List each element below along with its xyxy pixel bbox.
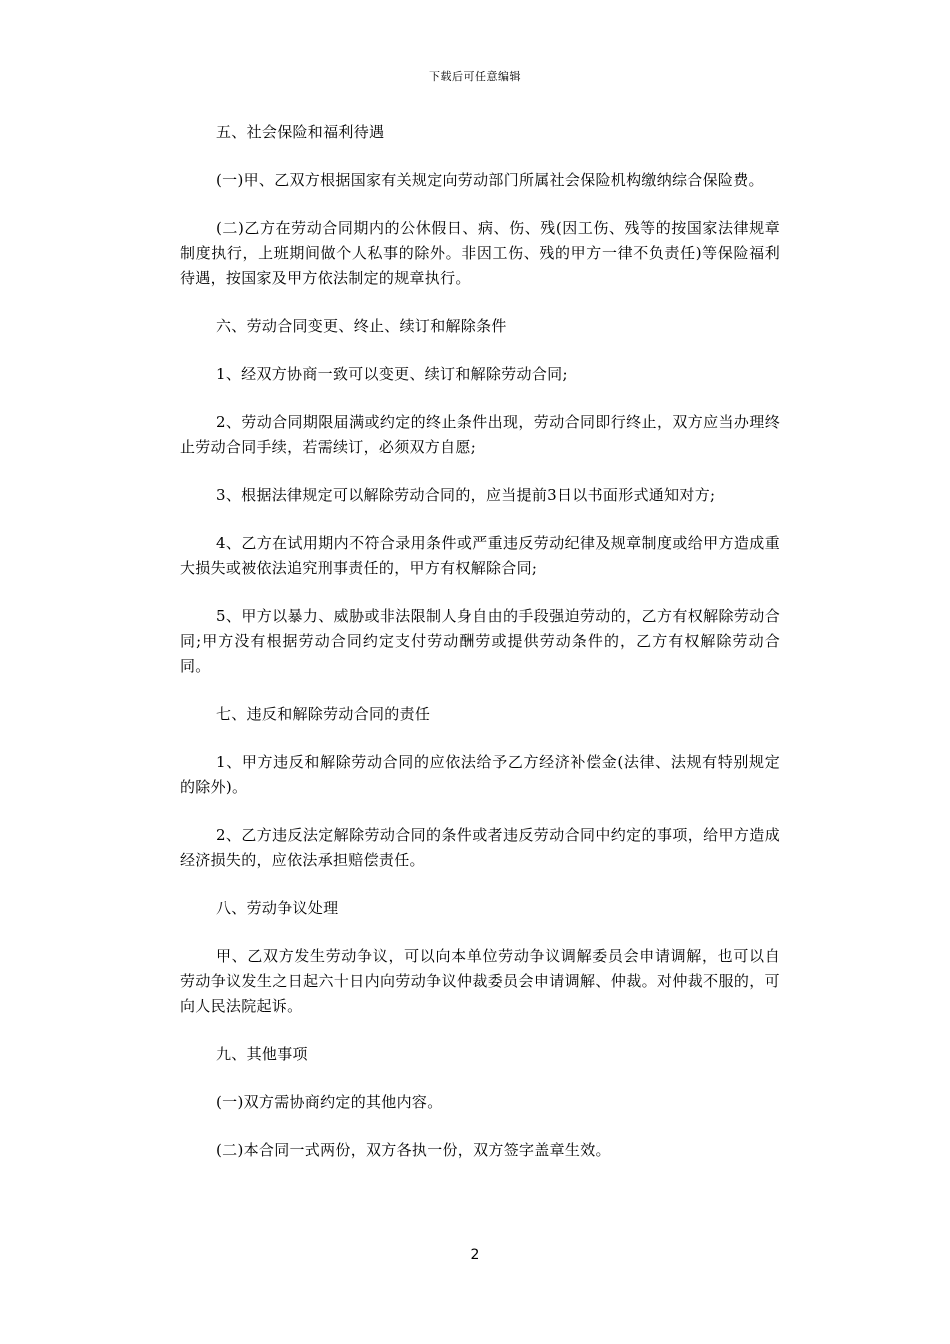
paragraph: 1、经双方协商一致可以变更、续订和解除劳动合同; bbox=[216, 365, 568, 383]
paragraph: 3、根据法律规定可以解除劳动合同的，应当提前3日以书面形式通知对方; bbox=[216, 486, 716, 504]
paragraph: 甲、乙双方发生劳动争议，可以向本单位劳动争议调解委员会申请调解，也可以自劳动争议发生之日起六十日内向劳动争议仲裁委员会申请调解、仲裁。对仲裁不服的，可向人民法院起诉。 bbox=[180, 947, 780, 1015]
paragraph: (一)双方需协商约定的其他内容。 bbox=[216, 1093, 443, 1111]
section-heading-liability: 七、违反和解除劳动合同的责任 bbox=[216, 705, 431, 723]
paragraph: 5、甲方以暴力、威胁或非法限制人身自由的手段强迫劳动的，乙方有权解除劳动合同;甲方没有根据劳动合同约定支付劳动酬劳或提供劳动条件的，乙方有权解除劳动合同。 bbox=[180, 607, 780, 675]
paragraph: 1、甲方违反和解除劳动合同的应依法给予乙方经济补偿金(法律、法规有特别规定的除外)。 bbox=[180, 753, 780, 796]
paragraph: 2、劳动合同期限届满或约定的终止条件出现，劳动合同即行终止，双方应当办理终止劳动合同手续，若需续订，必须双方自愿; bbox=[180, 413, 780, 456]
paragraph: 2、乙方违反法定解除劳动合同的条件或者违反劳动合同中约定的事项，给甲方造成经济损失的，应依法承担赔偿责任。 bbox=[180, 826, 780, 869]
page-number: 2 bbox=[470, 1247, 480, 1263]
document-body bbox=[180, 120, 780, 1186]
section-heading-social-insurance: 五、社会保险和福利待遇 bbox=[216, 123, 385, 141]
section-heading-other: 九、其他事项 bbox=[216, 1045, 308, 1063]
section-heading-contract-changes: 六、劳动合同变更、终止、续订和解除条件 bbox=[216, 317, 507, 335]
section-heading-disputes: 八、劳动争议处理 bbox=[216, 899, 339, 917]
paragraph: (一)甲、乙双方根据国家有关规定向劳动部门所属社会保险机构缴纳综合保险费。 bbox=[216, 171, 764, 189]
download-note: 下载后可任意编辑 bbox=[429, 70, 521, 83]
paragraph: (二)乙方在劳动合同期内的公休假日、病、伤、残(因工伤、残等的按国家法律规章制度执行，上班期间做个人私事的除外。非因工伤、残的甲方一律不负责任)等保险福利待遇，按国家及甲方依法制定的规章执行。 bbox=[180, 219, 780, 287]
paragraph: (二)本合同一式两份，双方各执一份，双方签字盖章生效。 bbox=[216, 1141, 611, 1159]
paragraph: 4、乙方在试用期内不符合录用条件或严重违反劳动纪律及规章制度或给甲方造成重大损失或被依法追究刑事责任的，甲方有权解除合同; bbox=[180, 534, 780, 577]
